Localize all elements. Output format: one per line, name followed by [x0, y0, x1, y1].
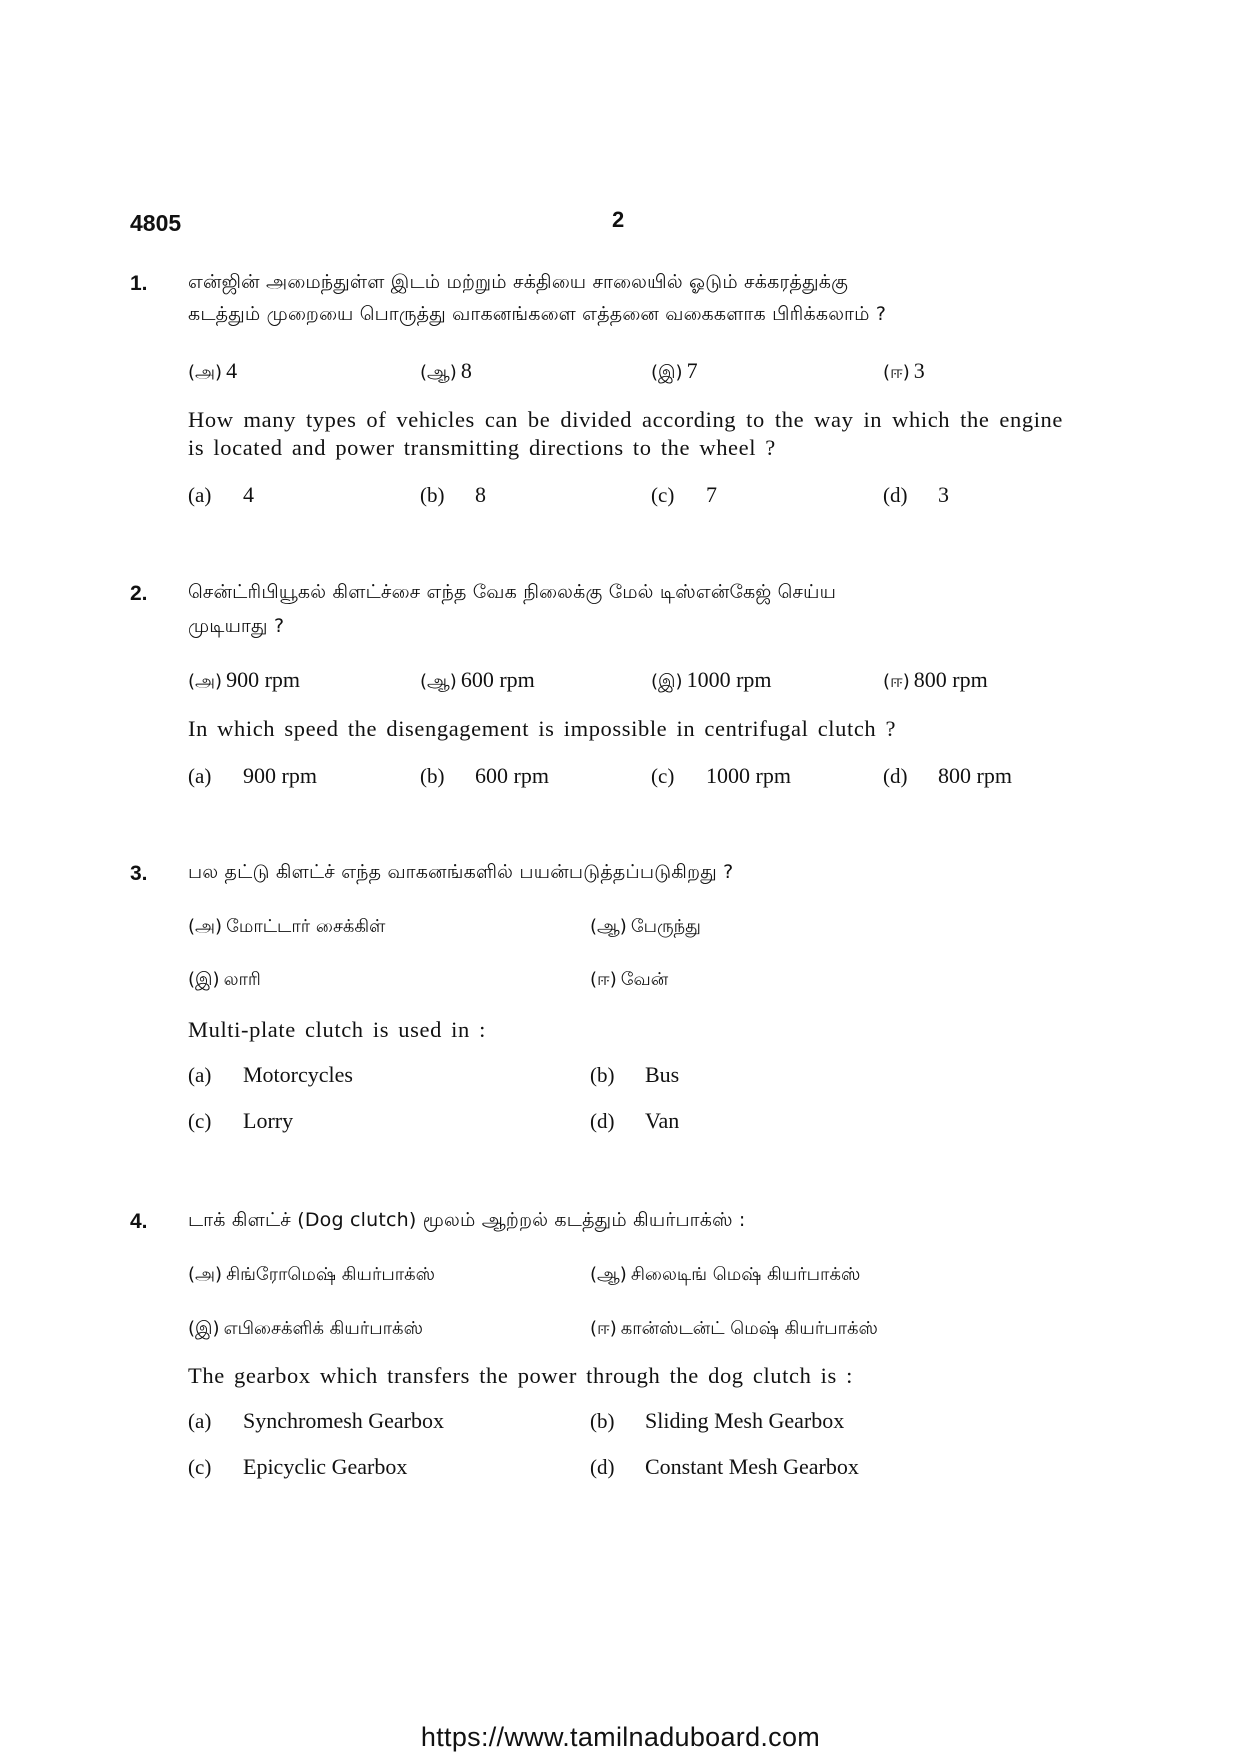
option-label: (a) — [188, 483, 212, 507]
option-text: எபிசைக்ளிக் கியர்பாக்ஸ் — [223, 1318, 423, 1339]
option-tamil-b — [420, 667, 535, 694]
option-text: 3 — [938, 482, 949, 507]
option-label: (ஈ) — [590, 1318, 617, 1339]
option-label: (ஈ) — [883, 671, 910, 692]
option-text: 600 rpm — [460, 667, 535, 692]
option-text: கான்ஸ்டன்ட் மெஷ் கியர்பாக்ஸ் — [620, 1318, 878, 1339]
question-english: How many types of vehicles can be divided according to the way in which the engine is located and power transmitting directions to the wheel ? — [188, 407, 1063, 460]
option-tamil-d — [883, 667, 988, 694]
option-label: (ஈ) — [883, 362, 910, 383]
question-number: 3. — [130, 862, 148, 885]
option-english-b — [420, 482, 486, 508]
option-english-b — [420, 763, 549, 789]
option-label: (இ) — [651, 362, 683, 383]
option-text: மோட்டார் சைக்கிள் — [226, 916, 386, 937]
question-tamil-line: டாக் கிளட்ச் (Dog clutch) மூலம் ஆற்றல் கடத்தும் கியர்பாக்ஸ் : — [188, 1209, 746, 1231]
option-text: 600 rpm — [475, 763, 549, 788]
option-text: சிங்ரோமெஷ் கியர்பாக்ஸ் — [226, 1264, 436, 1285]
option-tamil-b — [590, 1260, 860, 1287]
option-tamil-c — [651, 358, 698, 385]
option-english-c — [188, 1108, 293, 1134]
question-english: The gearbox which transfers the power through the dog clutch is : — [188, 1363, 853, 1388]
option-text: 1000 rpm — [686, 667, 772, 692]
option-english-c — [651, 482, 717, 508]
option-text: 1000 rpm — [706, 763, 791, 788]
option-tamil-d — [590, 965, 668, 992]
option-label: (அ) — [188, 671, 223, 692]
option-label: (c) — [188, 1109, 212, 1133]
option-text: 900 rpm — [226, 667, 301, 692]
option-text: 3 — [913, 358, 925, 383]
option-label: (ஆ) — [420, 671, 457, 692]
option-label: (c) — [188, 1455, 212, 1479]
paper-code: 4805 — [130, 210, 182, 236]
question-english: In which speed the disengagement is impossible in centrifugal clutch ? — [188, 716, 897, 741]
option-text: Synchromesh Gearbox — [243, 1408, 445, 1433]
option-text: 800 rpm — [913, 667, 988, 692]
option-text: 8 — [460, 358, 472, 383]
option-text: 7 — [706, 482, 717, 507]
option-english-d — [590, 1108, 679, 1134]
option-label: (ஆ) — [420, 362, 457, 383]
option-text: சிலைடிங் மெஷ் கியர்பாக்ஸ் — [630, 1264, 861, 1285]
option-text: வேன் — [620, 969, 669, 990]
option-label: (இ) — [188, 1318, 220, 1339]
question-tamil-line: சென்ட்ரிபியூகல் கிளட்ச்சை எந்த வேக நிலைக்கு மேல் டிஸ்என்கேஜ் செய்ய — [188, 581, 837, 603]
option-english-a — [188, 763, 317, 789]
option-text: Van — [645, 1108, 680, 1133]
option-tamil-a — [188, 667, 300, 694]
option-label: (d) — [590, 1109, 615, 1133]
question-english: Multi-plate clutch is used in : — [188, 1017, 486, 1042]
option-label: (இ) — [188, 969, 220, 990]
option-tamil-a — [188, 912, 385, 939]
option-label: (d) — [883, 764, 908, 788]
option-text: லாரி — [223, 969, 261, 990]
option-label: (அ) — [188, 916, 223, 937]
option-tamil-b — [590, 912, 701, 939]
option-text: Motorcycles — [243, 1062, 353, 1087]
option-label: (b) — [420, 764, 445, 788]
option-text: Sliding Mesh Gearbox — [645, 1408, 845, 1433]
option-label: (a) — [188, 764, 212, 788]
option-english-d — [883, 482, 949, 508]
option-label: (a) — [188, 1409, 212, 1433]
option-label: (இ) — [651, 671, 683, 692]
option-tamil-a — [188, 358, 237, 385]
option-english-a — [188, 482, 254, 508]
option-english-c — [188, 1454, 407, 1480]
option-tamil-c — [651, 667, 772, 694]
page-number: 2 — [612, 207, 625, 232]
option-text: Lorry — [243, 1108, 294, 1133]
option-english-d — [883, 763, 1012, 789]
question-number: 1. — [130, 272, 148, 295]
option-label: (c) — [651, 764, 675, 788]
option-label: (b) — [590, 1409, 615, 1433]
option-label: (a) — [188, 1063, 212, 1087]
option-tamil-d — [590, 1314, 878, 1341]
option-text: பேருந்து — [630, 916, 701, 937]
option-text: Bus — [645, 1062, 680, 1087]
footer-url[interactable]: https://www.tamilnaduboard.com — [420, 1722, 821, 1752]
question-tamil-line: பல தட்டு கிளட்ச் எந்த வாகனங்களில் பயன்படுத்தப்படுகிறது ? — [188, 861, 734, 883]
option-text: 4 — [243, 482, 254, 507]
option-text: Constant Mesh Gearbox — [645, 1454, 859, 1479]
option-label: (d) — [590, 1455, 615, 1479]
option-tamil-a — [188, 1260, 435, 1287]
option-label: (d) — [883, 483, 908, 507]
option-text: 4 — [226, 358, 238, 383]
option-english-d — [590, 1454, 859, 1480]
option-tamil-d — [883, 358, 925, 385]
option-tamil-b — [420, 358, 472, 385]
option-english-a — [188, 1408, 444, 1434]
option-english-b — [590, 1408, 844, 1434]
option-label: (b) — [420, 483, 445, 507]
option-tamil-c — [188, 965, 261, 992]
option-label: (ஈ) — [590, 969, 617, 990]
option-label: (c) — [651, 483, 675, 507]
question-tamil-line: என்ஜின் அமைந்துள்ள இடம் மற்றும் சக்தியை சாலையில் ஓடும் சக்கரத்துக்கு — [188, 271, 849, 293]
option-english-a — [188, 1062, 353, 1088]
option-text: Epicyclic Gearbox — [243, 1454, 408, 1479]
option-label: (b) — [590, 1063, 615, 1087]
option-text: 7 — [686, 358, 698, 383]
option-text: 8 — [475, 482, 486, 507]
option-tamil-c — [188, 1314, 423, 1341]
option-label: (ஆ) — [590, 1264, 627, 1285]
option-text: 800 rpm — [938, 763, 1012, 788]
question-tamil-line: முடியாது ? — [188, 615, 285, 637]
question-number: 2. — [130, 582, 148, 605]
option-english-c — [651, 763, 791, 789]
question-number: 4. — [130, 1210, 148, 1233]
option-english-b — [590, 1062, 679, 1088]
option-text: 900 rpm — [243, 763, 317, 788]
option-label: (அ) — [188, 1264, 223, 1285]
option-label: (ஆ) — [590, 916, 627, 937]
option-label: (அ) — [188, 362, 223, 383]
question-tamil-line: கடத்தும் முறையை பொருத்து வாகனங்களை எத்தனை வகைகளாக பிரிக்கலாம் ? — [188, 303, 887, 325]
